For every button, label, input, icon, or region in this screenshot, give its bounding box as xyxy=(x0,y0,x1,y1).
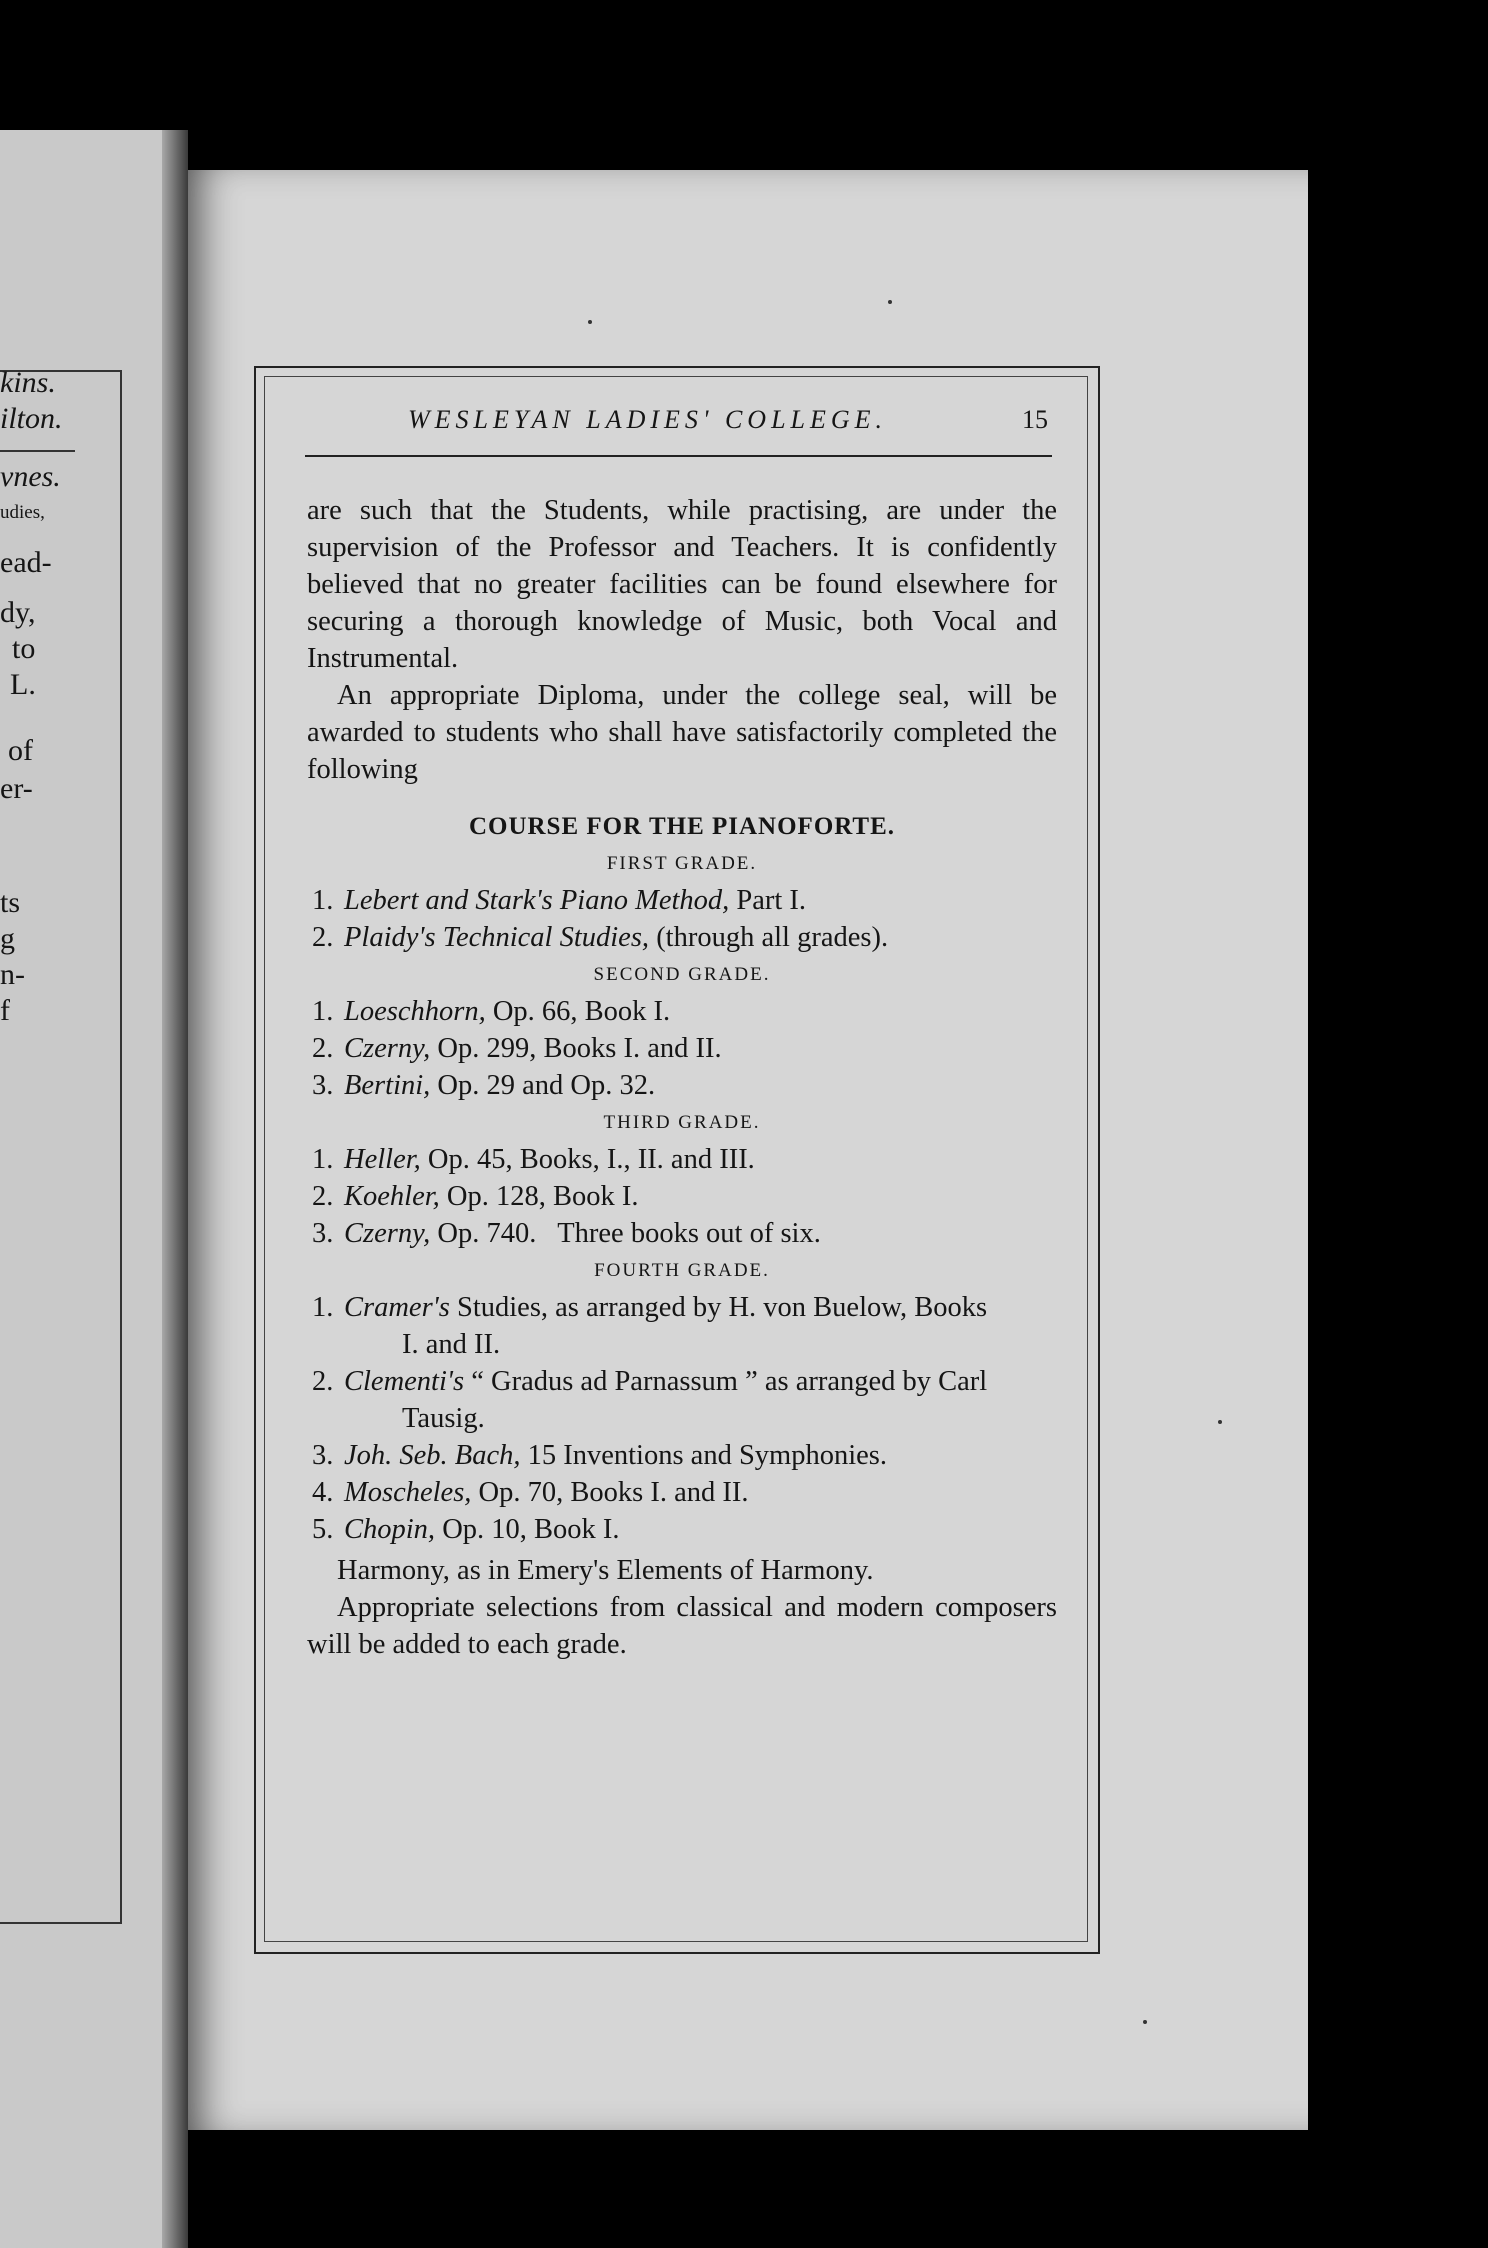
intro-paragraph: are such that the Students, while practising, are under the supervision of the Professor and Teachers. It is confidently believed that no greater facilities can be found elsewhere for securing a thorough knowledge of Music, both Vocal and Instrumental. xyxy=(307,495,1057,674)
harmony-note: Harmony, as in Emery's Elements of Harmony. xyxy=(337,1555,874,1586)
work-title: Czerny, xyxy=(344,1033,431,1064)
item-number: 2. xyxy=(312,1366,334,1397)
work-detail: “ Gradus ad Parnassum ” as arranged by Carl xyxy=(464,1366,988,1397)
grade-heading: SECOND GRADE. xyxy=(593,964,771,985)
work-title: Moscheles, xyxy=(344,1477,472,1508)
work-detail: Op. 29 and Op. 32. xyxy=(430,1070,656,1101)
paper-speck xyxy=(888,300,892,304)
running-title: WESLEYAN LADIES' COLLEGE. xyxy=(408,405,888,434)
work-detail: Op. 740. Three books out of six. xyxy=(430,1218,821,1249)
work-title: Heller, xyxy=(344,1144,421,1175)
item-number: 3. xyxy=(312,1440,334,1471)
item-number: 3. xyxy=(312,1070,334,1101)
left-fragment: udies, xyxy=(0,502,45,523)
work-title: Koehler, xyxy=(344,1181,440,1212)
work-detail: (through all grades). xyxy=(649,922,889,953)
grade-heading: FIRST GRADE. xyxy=(606,853,758,874)
grade-list xyxy=(307,882,1057,956)
grade-heading: THIRD GRADE. xyxy=(603,1112,761,1133)
work-title: Lebert and Stark's Piano Method, xyxy=(344,885,730,916)
work-detail: Op. 66, Book I. xyxy=(485,996,671,1027)
course-item xyxy=(307,1437,1057,1474)
course-item xyxy=(307,1474,1057,1511)
work-detail: 15 Inventions and Symphonies. xyxy=(520,1440,888,1471)
work-title: Chopin, xyxy=(344,1514,436,1545)
left-fragment: of xyxy=(8,734,33,767)
item-number: 1. xyxy=(312,885,334,916)
course-item xyxy=(307,1067,1057,1104)
left-fragment: dy, xyxy=(0,596,36,629)
work-title: Loeschhorn, xyxy=(344,996,486,1027)
left-fragment: f xyxy=(0,994,10,1027)
course-item xyxy=(307,1363,1057,1437)
left-fragment: er- xyxy=(0,772,33,805)
item-number: 4. xyxy=(312,1477,334,1508)
item-number: 1. xyxy=(312,996,334,1027)
item-number: 1. xyxy=(312,1144,334,1175)
left-fragment: vnes. xyxy=(0,460,61,493)
course-item xyxy=(307,1141,1057,1178)
course-item xyxy=(307,919,1057,956)
grade-heading: FOURTH GRADE. xyxy=(594,1260,770,1281)
work-title: Joh. Seb. Bach, xyxy=(344,1440,521,1471)
work-detail-continued: I. and II. xyxy=(402,1329,501,1360)
course-title: COURSE FOR THE PIANOFORTE. xyxy=(468,813,896,840)
course-item xyxy=(307,1030,1057,1067)
left-fragment: ead- xyxy=(0,546,52,579)
work-detail: Op. 45, Books, I., II. and III. xyxy=(420,1144,755,1175)
work-detail: Op. 299, Books I. and II. xyxy=(430,1033,722,1064)
course-item xyxy=(307,882,1057,919)
course-item xyxy=(307,1289,1057,1363)
course-item xyxy=(307,1511,1057,1548)
work-title: Plaidy's Technical Studies, xyxy=(344,922,650,953)
course-item xyxy=(307,1215,1057,1252)
work-detail: Op. 128, Book I. xyxy=(439,1181,639,1212)
paper-speck xyxy=(1143,2020,1147,2024)
item-number: 2. xyxy=(312,1033,334,1064)
diploma-paragraph: An appropriate Diploma, under the college seal, will be awarded to students who shall have satisfactorily completed the following xyxy=(307,680,1057,785)
work-title: Czerny, xyxy=(344,1218,431,1249)
grade-list xyxy=(307,1289,1057,1548)
work-title: Cramer's xyxy=(344,1292,450,1323)
item-number: 2. xyxy=(312,1181,334,1212)
item-number: 3. xyxy=(312,1218,334,1249)
left-fragment: kins. xyxy=(0,366,56,399)
item-number: 5. xyxy=(312,1514,334,1545)
page-number: 15 xyxy=(1022,405,1048,434)
work-title: Clementi's xyxy=(344,1366,465,1397)
item-number: 1. xyxy=(312,1292,334,1323)
header-rule xyxy=(305,455,1052,457)
grade-list xyxy=(307,1141,1057,1252)
work-detail-continued: Tausig. xyxy=(402,1403,485,1434)
item-number: 2. xyxy=(312,922,334,953)
left-fragment: to xyxy=(12,632,36,665)
closing-note: Appropriate selections from classical and modern composers will be added to each grade. xyxy=(307,1592,1057,1660)
work-detail: Studies, as arranged by H. von Buelow, Books xyxy=(449,1292,988,1323)
work-title: Bertini, xyxy=(344,1070,431,1101)
left-fragment: ts xyxy=(0,886,21,919)
left-fragment: ilton. xyxy=(0,402,63,435)
work-detail: Op. 10, Book I. xyxy=(435,1514,620,1545)
course-item xyxy=(307,1178,1057,1215)
page-body xyxy=(307,492,1057,1663)
course-item xyxy=(307,993,1057,1030)
work-detail: Op. 70, Books I. and II. xyxy=(471,1477,749,1508)
work-detail: Part I. xyxy=(729,885,807,916)
grade-list xyxy=(307,993,1057,1104)
previous-page-rule xyxy=(0,450,75,452)
left-fragment: n- xyxy=(0,958,25,991)
paper-speck xyxy=(1218,1420,1222,1424)
left-fragment: g xyxy=(0,922,15,955)
left-fragment: L. xyxy=(10,668,36,701)
book-gutter-shadow xyxy=(162,130,188,2248)
running-header xyxy=(408,405,1048,445)
paper-speck xyxy=(588,320,592,324)
previous-page-fragment xyxy=(0,130,188,2248)
